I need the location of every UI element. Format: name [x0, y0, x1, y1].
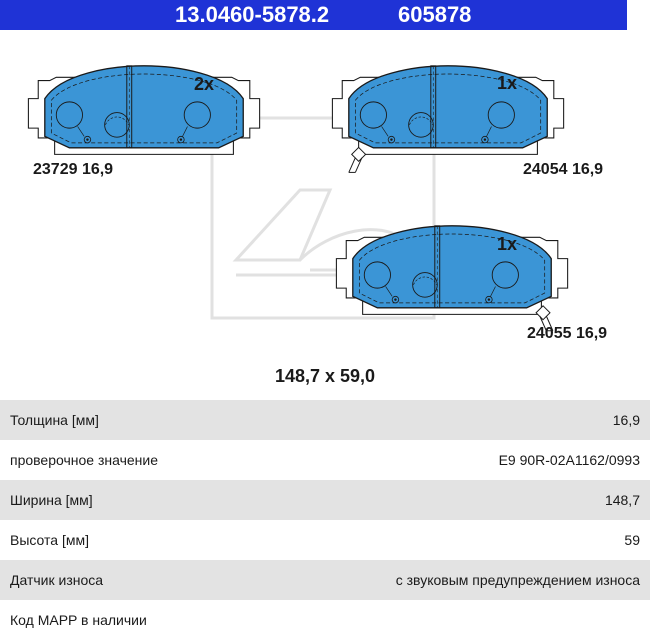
overall-dimensions: 148,7 x 59,0 [274, 366, 376, 386]
pad-2-code: 24054 16,9 [523, 161, 604, 178]
spec-row [0, 600, 650, 640]
spec-row [0, 560, 650, 600]
spec-table [0, 400, 650, 640]
spec-label: Высота [мм] [10, 532, 89, 548]
pad-3-qty: 1x [497, 234, 518, 254]
reference-number: 605878 [398, 2, 472, 27]
spec-value [253, 600, 650, 640]
part-number: 13.0460-5878.2 [175, 2, 330, 27]
spec-row [0, 440, 650, 480]
spec-label: проверочное значение [10, 452, 159, 468]
spec-value: E9 90R-02A1162/0993 [498, 452, 640, 468]
spec-value: 59 [624, 532, 640, 548]
pad-3-code: 24055 16,9 [527, 325, 608, 342]
header-bar [0, 0, 627, 30]
spec-row [0, 480, 650, 520]
spec-row [0, 400, 650, 440]
spec-label: Ширина [мм] [10, 492, 93, 508]
brake-pad-2 [332, 66, 563, 173]
pad-1-qty: 2x [194, 74, 215, 94]
spec-value: 148,7 [604, 492, 640, 508]
spec-label: Код MAPP в наличии [10, 612, 147, 628]
spec-value: 16,9 [612, 412, 640, 428]
brake-pad-drawing [0, 30, 650, 360]
pad-1-code: 23729 16,9 [33, 161, 114, 178]
spec-value: с звуковым предупреждением износа [395, 572, 640, 588]
pad-2-qty: 1x [497, 73, 518, 93]
brake-pad-3 [336, 226, 567, 331]
spec-label: Толщина [мм] [10, 412, 99, 428]
spec-label: Датчик износа [10, 572, 104, 588]
brake-pad-1 [28, 66, 259, 155]
spec-row [0, 520, 650, 560]
